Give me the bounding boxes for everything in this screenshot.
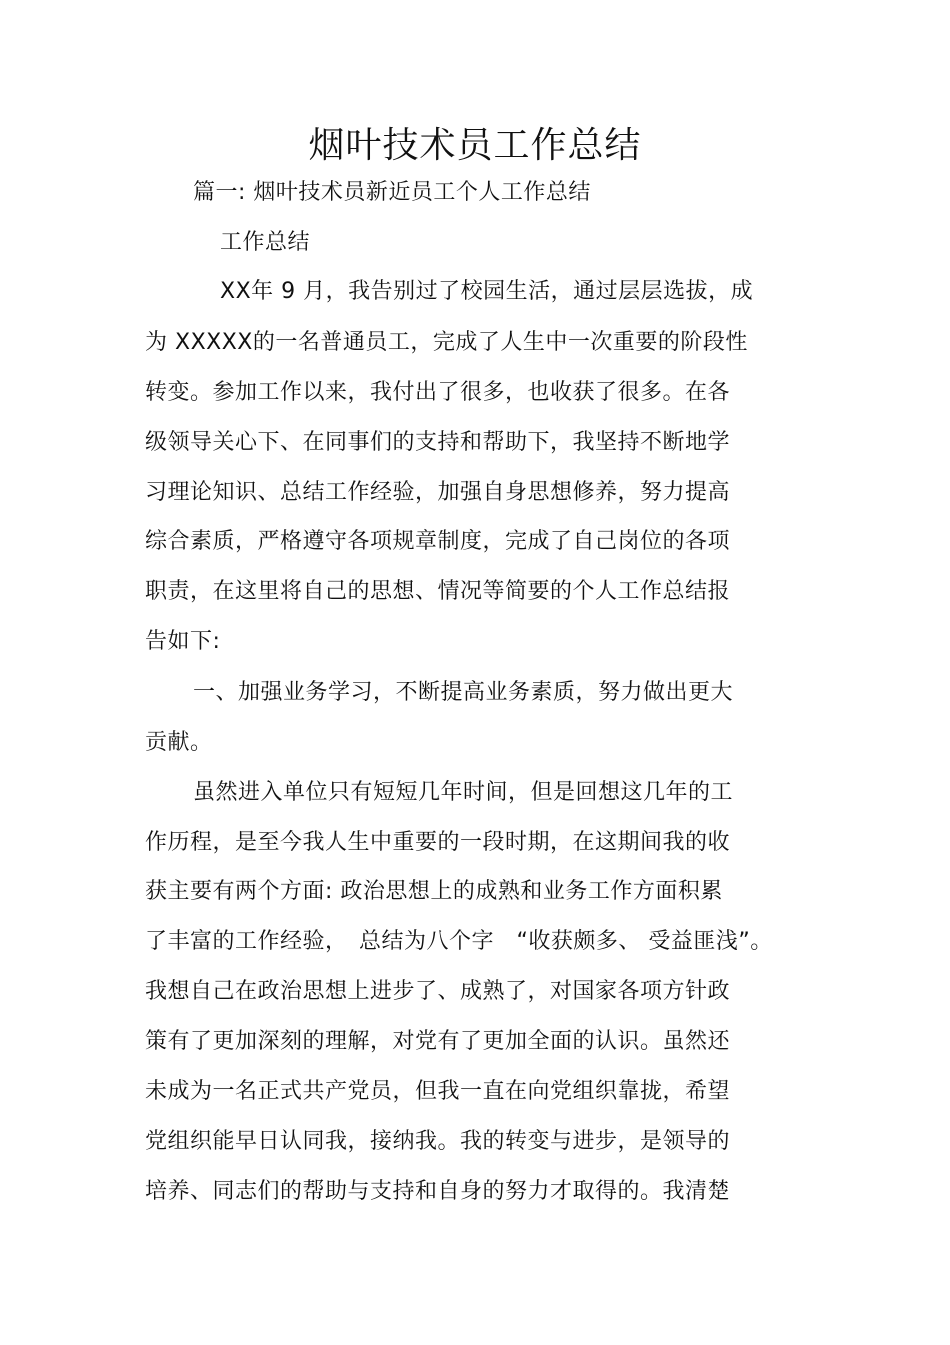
paragraph-line: 级领导关心下、在同事们的支持和帮助下，我坚持不断地学 [145,430,731,455]
paragraph-line: 党组织能早日认同我，接纳我。我的转变与进步，是领导的 [145,1129,731,1154]
paragraph-line: 习理论知识、总结工作经验，加强自身思想修养，努力提高 [145,480,731,505]
subheading: 工作总结 [220,230,311,255]
paragraph-line: 我想自己在政治思想上进步了、成熟了，对国家各项方针政 [145,979,731,1004]
paragraph-line: 培养、同志们的帮助与支持和自身的努力才取得的。我清楚 [145,1179,731,1204]
paragraph-line: 告如下: [145,629,221,654]
paragraph-line: 贡献。 [145,730,213,755]
paragraph-line: XX年 9 月，我告别过了校园生活，通过层层选拔，成 [220,279,754,304]
paragraph-line: 转变。参加工作以来，我付出了很多，也收获了很多。在各 [145,380,731,405]
paragraph-line: 虽然进入单位只有短短几年时间，但是回想这几年的工 [193,780,734,805]
section-heading: 篇一: 烟叶技术员新近员工个人工作总结 [193,180,591,205]
paragraph-line: 一、加强业务学习，不断提高业务素质，努力做出更大 [193,680,734,705]
paragraph-line: 职责，在这里将自己的思想、情况等简要的个人工作总结报 [145,579,731,604]
paragraph-line: 获主要有两个方面: 政治思想上的成熟和业务工作方面积累 [145,879,723,904]
paragraph-line: 为 XXXXX的一名普通员工，完成了人生中一次重要的阶段性 [145,330,748,355]
paragraph-line: 了丰富的工作经验， 总结为八个字 “收获颇多、 受益匪浅”。 [145,929,773,954]
paragraph-line: 未成为一名正式共产党员，但我一直在向党组织靠拢，希望 [145,1079,731,1104]
paragraph-line: 策有了更加深刻的理解，对党有了更加全面的认识。虽然还 [145,1029,731,1054]
paragraph-line: 综合素质，严格遵守各项规章制度，完成了自己岗位的各项 [145,529,731,554]
document-title: 烟叶技术员工作总结 [308,125,642,166]
paragraph-line: 作历程，是至今我人生中重要的一段时期，在这期间我的收 [145,830,731,855]
